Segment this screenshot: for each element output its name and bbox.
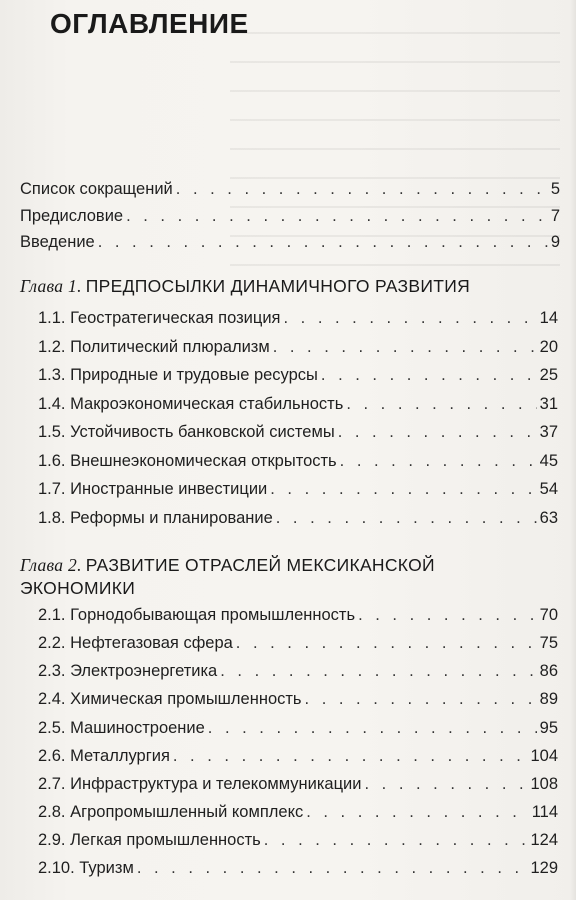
leader-dots [364,775,527,794]
toc-page-number: 9 [550,233,560,251]
leader-dots [338,423,537,442]
toc-entry-label: 2.5. Машиностроение [38,719,205,737]
toc-entry-label: 1.8. Реформы и планирование [38,509,273,527]
leader-dots [173,747,528,766]
toc-page-number: 5 [550,180,560,198]
toc-entry-label: 2.10. Туризм [38,859,134,877]
toc-entry-2-4[interactable] [38,690,558,709]
leader-dots [276,509,537,528]
toc-entry-1-1[interactable] [38,309,558,328]
page-title: ОГЛАВЛЕНИЕ [50,8,249,39]
leader-dots [358,606,537,625]
toc-page-number: 95 [539,719,558,737]
chapter-title-line-2: ЭКОНОМИКИ [20,578,136,598]
toc-page-number: 25 [539,366,558,384]
toc-page-number: 37 [539,423,558,441]
chapter-title-line-1 [20,554,435,577]
toc-entry-label: 1.7. Иностранные инвестиции [38,480,268,498]
leader-dots [208,719,537,738]
toc-entry-2-5[interactable] [38,719,558,738]
toc-entry-label: 1.6. Внешнеэкономическая открытость [38,452,337,470]
toc-entry-label: Введение [20,233,95,251]
toc-entry-label: Предисловие [20,207,124,225]
toc-entry-2-2[interactable] [38,634,558,653]
toc-entry-1-7[interactable] [38,480,558,499]
chapter-title: РАЗВИТИЕ ОТРАСЛЕЙ МЕКСИКАНСКОЙ [85,555,435,575]
toc-entry-2-8[interactable] [38,803,558,822]
toc-entry-2-7[interactable] [38,775,558,794]
toc-entry-preface[interactable] [20,207,560,226]
leader-dots [283,309,536,328]
toc-entry-label: 1.5. Устойчивость банковской системы [38,423,335,441]
chapter-prefix: Глава 2. [20,555,82,575]
toc-page-number: 104 [530,747,558,765]
toc-entry-2-9[interactable] [38,831,558,850]
toc-entry-1-4[interactable] [38,395,558,414]
chapter-prefix: Глава 1. [20,276,82,296]
toc-page-number: 86 [539,662,558,680]
leader-dots [126,207,548,226]
leader-dots [305,690,537,709]
toc-page-number: 63 [539,509,558,527]
toc-entry-label: 1.3. Природные и трудовые ресурсы [38,366,318,384]
chapter-1-heading[interactable] [20,276,470,297]
toc-entry-label: 1.4. Макроэкономическая стабильность [38,395,344,413]
toc-page-number: 114 [531,803,558,821]
leader-dots [176,180,548,199]
toc-page-number: 45 [539,452,558,470]
toc-page-number: 89 [539,690,558,708]
toc-entry-label: Список сокращений [20,180,173,198]
toc-entry-introduction[interactable] [20,233,560,252]
toc-entry-2-3[interactable] [38,662,558,681]
toc-entry-1-2[interactable] [38,338,558,357]
leader-dots [264,831,528,850]
toc-entry-2-10[interactable] [38,859,558,878]
toc-page-number: 31 [539,395,558,413]
toc-entry-2-6[interactable] [38,747,558,766]
toc-entry-label: 2.3. Электроэнергетика [38,662,218,680]
toc-page-number: 124 [530,831,558,849]
leader-dots [306,803,528,822]
toc-entry-label: 2.6. Металлургия [38,747,170,765]
toc-entry-label: 2.1. Горнодобывающая промышленность [38,606,356,624]
toc-entry-1-3[interactable] [38,366,558,385]
chapter-title: ПРЕДПОСЫЛКИ ДИНАМИЧНОГО РАЗВИТИЯ [85,276,471,296]
leader-dots [137,859,528,878]
toc-entry-1-6[interactable] [38,452,558,471]
toc-page-number: 20 [539,338,558,356]
leader-dots [340,452,537,471]
leader-dots [273,338,537,357]
leader-dots [346,395,536,414]
toc-entry-label: 2.8. Агропромышленный комплекс [38,803,304,821]
toc-page-number: 75 [539,634,558,652]
toc-page-number: 70 [539,606,558,624]
toc-entry-1-8[interactable] [38,509,558,528]
leader-dots [270,480,536,499]
toc-entry-1-5[interactable] [38,423,558,442]
leader-dots [98,233,548,252]
toc-entry-label: 2.2. Нефтегазовая сфера [38,634,233,652]
toc-page-number: 7 [550,207,560,225]
leader-dots [220,662,536,681]
toc-page-number: 129 [530,859,558,877]
toc-entry-label: 1.2. Политический плюрализм [38,338,270,356]
toc-entry-label: 1.1. Геостратегическая позиция [38,309,281,327]
toc-page-number: 14 [539,309,558,327]
toc-entry-abbreviations[interactable] [20,180,560,199]
toc-entry-label: 2.4. Химическая промышленность [38,690,302,708]
toc-page-number: 108 [530,775,558,793]
toc-entry-2-1[interactable] [38,606,558,625]
leader-dots [236,634,537,653]
chapter-2-heading[interactable] [20,554,435,600]
page-edge-shadow [570,0,576,900]
toc-page-number: 54 [539,480,558,498]
leader-dots [321,366,537,385]
toc-entry-label: 2.9. Легкая промышленность [38,831,261,849]
toc-entry-label: 2.7. Инфраструктура и телекоммуникации [38,775,362,793]
